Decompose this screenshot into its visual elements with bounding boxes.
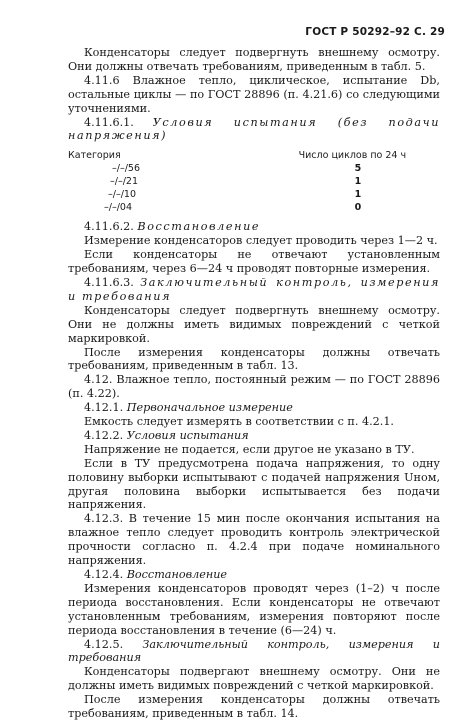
paragraph: 4.12. Влажное тепло, постоянный режим — по ГОСТ 28896 (п. 4.22).	[68, 373, 440, 401]
table-cell-cycles: 0	[354, 202, 362, 214]
section-heading	[68, 638, 440, 666]
section-number: 4.12.1.	[84, 401, 124, 415]
paragraph: 4.12.3. В течение 15 мин после окончания испытания на влажное тепло следует проводить контроль электрической прочности согласно п. 4.2.4 при подаче номинального напряжения.	[68, 512, 440, 568]
section-title: Восстановление	[137, 220, 261, 234]
section-heading	[68, 116, 440, 144]
section-title: Первоначальное измерение	[126, 401, 293, 415]
section-number: 4.11.6.3.	[84, 275, 134, 289]
paragraph: Конденсаторы подвергают внешнему осмотру. Они не должны иметь видимых повреждений с четкой маркировкой.	[68, 665, 440, 693]
section-heading	[68, 568, 440, 582]
section-number: 4.12.4.	[84, 568, 124, 581]
section-number: 4.11.6.2.	[84, 220, 134, 234]
section-title: Заключительный контроль, измерения и требования	[68, 275, 440, 303]
table-cell-category: –/–/04	[104, 202, 132, 214]
section-heading	[68, 401, 440, 415]
paragraph: 4.11.6 Влажное тепло, циклическое, испытание Db, остальные циклы — по ГОСТ 28896 (п. 4.21.6) со следующими уточнениями.	[68, 73, 440, 115]
section-number: 4.11.6.1.	[84, 115, 134, 129]
table-cell-cycles: 5	[354, 163, 362, 175]
section-title: Заключительный контроль, измерения и требования	[68, 637, 440, 665]
table-cell-category: –/–/56	[112, 163, 140, 175]
table-header-row	[68, 149, 440, 162]
paragraph: После измерения конденсаторы должны отвечать требованиям, приведенным в табл. 13.	[68, 345, 440, 373]
page-header: ГОСТ Р 50292–92 С. 29	[305, 26, 445, 38]
document-body	[68, 46, 440, 721]
column-header-category: Категория	[68, 150, 121, 162]
table-row	[68, 201, 440, 214]
paragraph: Измерения конденсаторов проводят через (1–2) ч после периода восстановления. Если конденсаторы не отвечают установленным требованиям, измерения повторяют после периода восстановления в течение (6—24) ч.	[68, 581, 440, 637]
table-cell-category: –/–/10	[108, 189, 136, 201]
section-heading	[68, 276, 440, 304]
cycles-table	[68, 149, 440, 214]
section-title: Условия испытания	[126, 428, 249, 442]
paragraph: Если в ТУ предусмотрена подача напряжения, то одну половину выборки испытывают с подачей напряжения Uном, другая половина выборки испытывается без подачи напряжения.	[68, 456, 440, 512]
paragraph: Емкость следует измерять в соответствии с п. 4.2.1.	[84, 415, 394, 429]
paragraph: Конденсаторы следует подвергнуть внешнему осмотру. Они не должны иметь видимых повреждений с четкой маркировкой.	[68, 303, 440, 345]
section-heading	[68, 429, 440, 443]
section-title: Условия испытания (без подачи напряжения)	[68, 115, 440, 143]
paragraph: После измерения конденсаторы должны отвечать требованиям, приведенным в табл. 14.	[68, 693, 440, 721]
table-cell-cycles: 1	[354, 176, 362, 188]
table-row	[68, 162, 440, 175]
table-cell-category: –/–/21	[110, 176, 138, 188]
paragraph: Напряжение не подается, если другое не указано в ТУ.	[84, 442, 415, 456]
section-title: Восстановление	[126, 568, 228, 581]
column-header-cycles: Число циклов по 24 ч	[298, 150, 407, 162]
paragraph: Если конденсаторы не отвечают установленным требованиям, через 6—24 ч проводят повторные измерения.	[68, 248, 440, 276]
table-row	[68, 188, 440, 201]
paragraph: Измерение конденсаторов следует проводить через 1—2 ч.	[84, 234, 438, 248]
section-heading	[68, 220, 440, 234]
table-row	[68, 175, 440, 188]
paragraph: Конденсаторы следует подвергнуть внешнему осмотру. Они должны отвечать требованиям, приведенным в табл. 5.	[68, 46, 440, 73]
section-number: 4.12.2.	[84, 428, 124, 442]
table-cell-cycles: 1	[354, 189, 362, 201]
section-number: 4.12.5.	[84, 637, 124, 651]
